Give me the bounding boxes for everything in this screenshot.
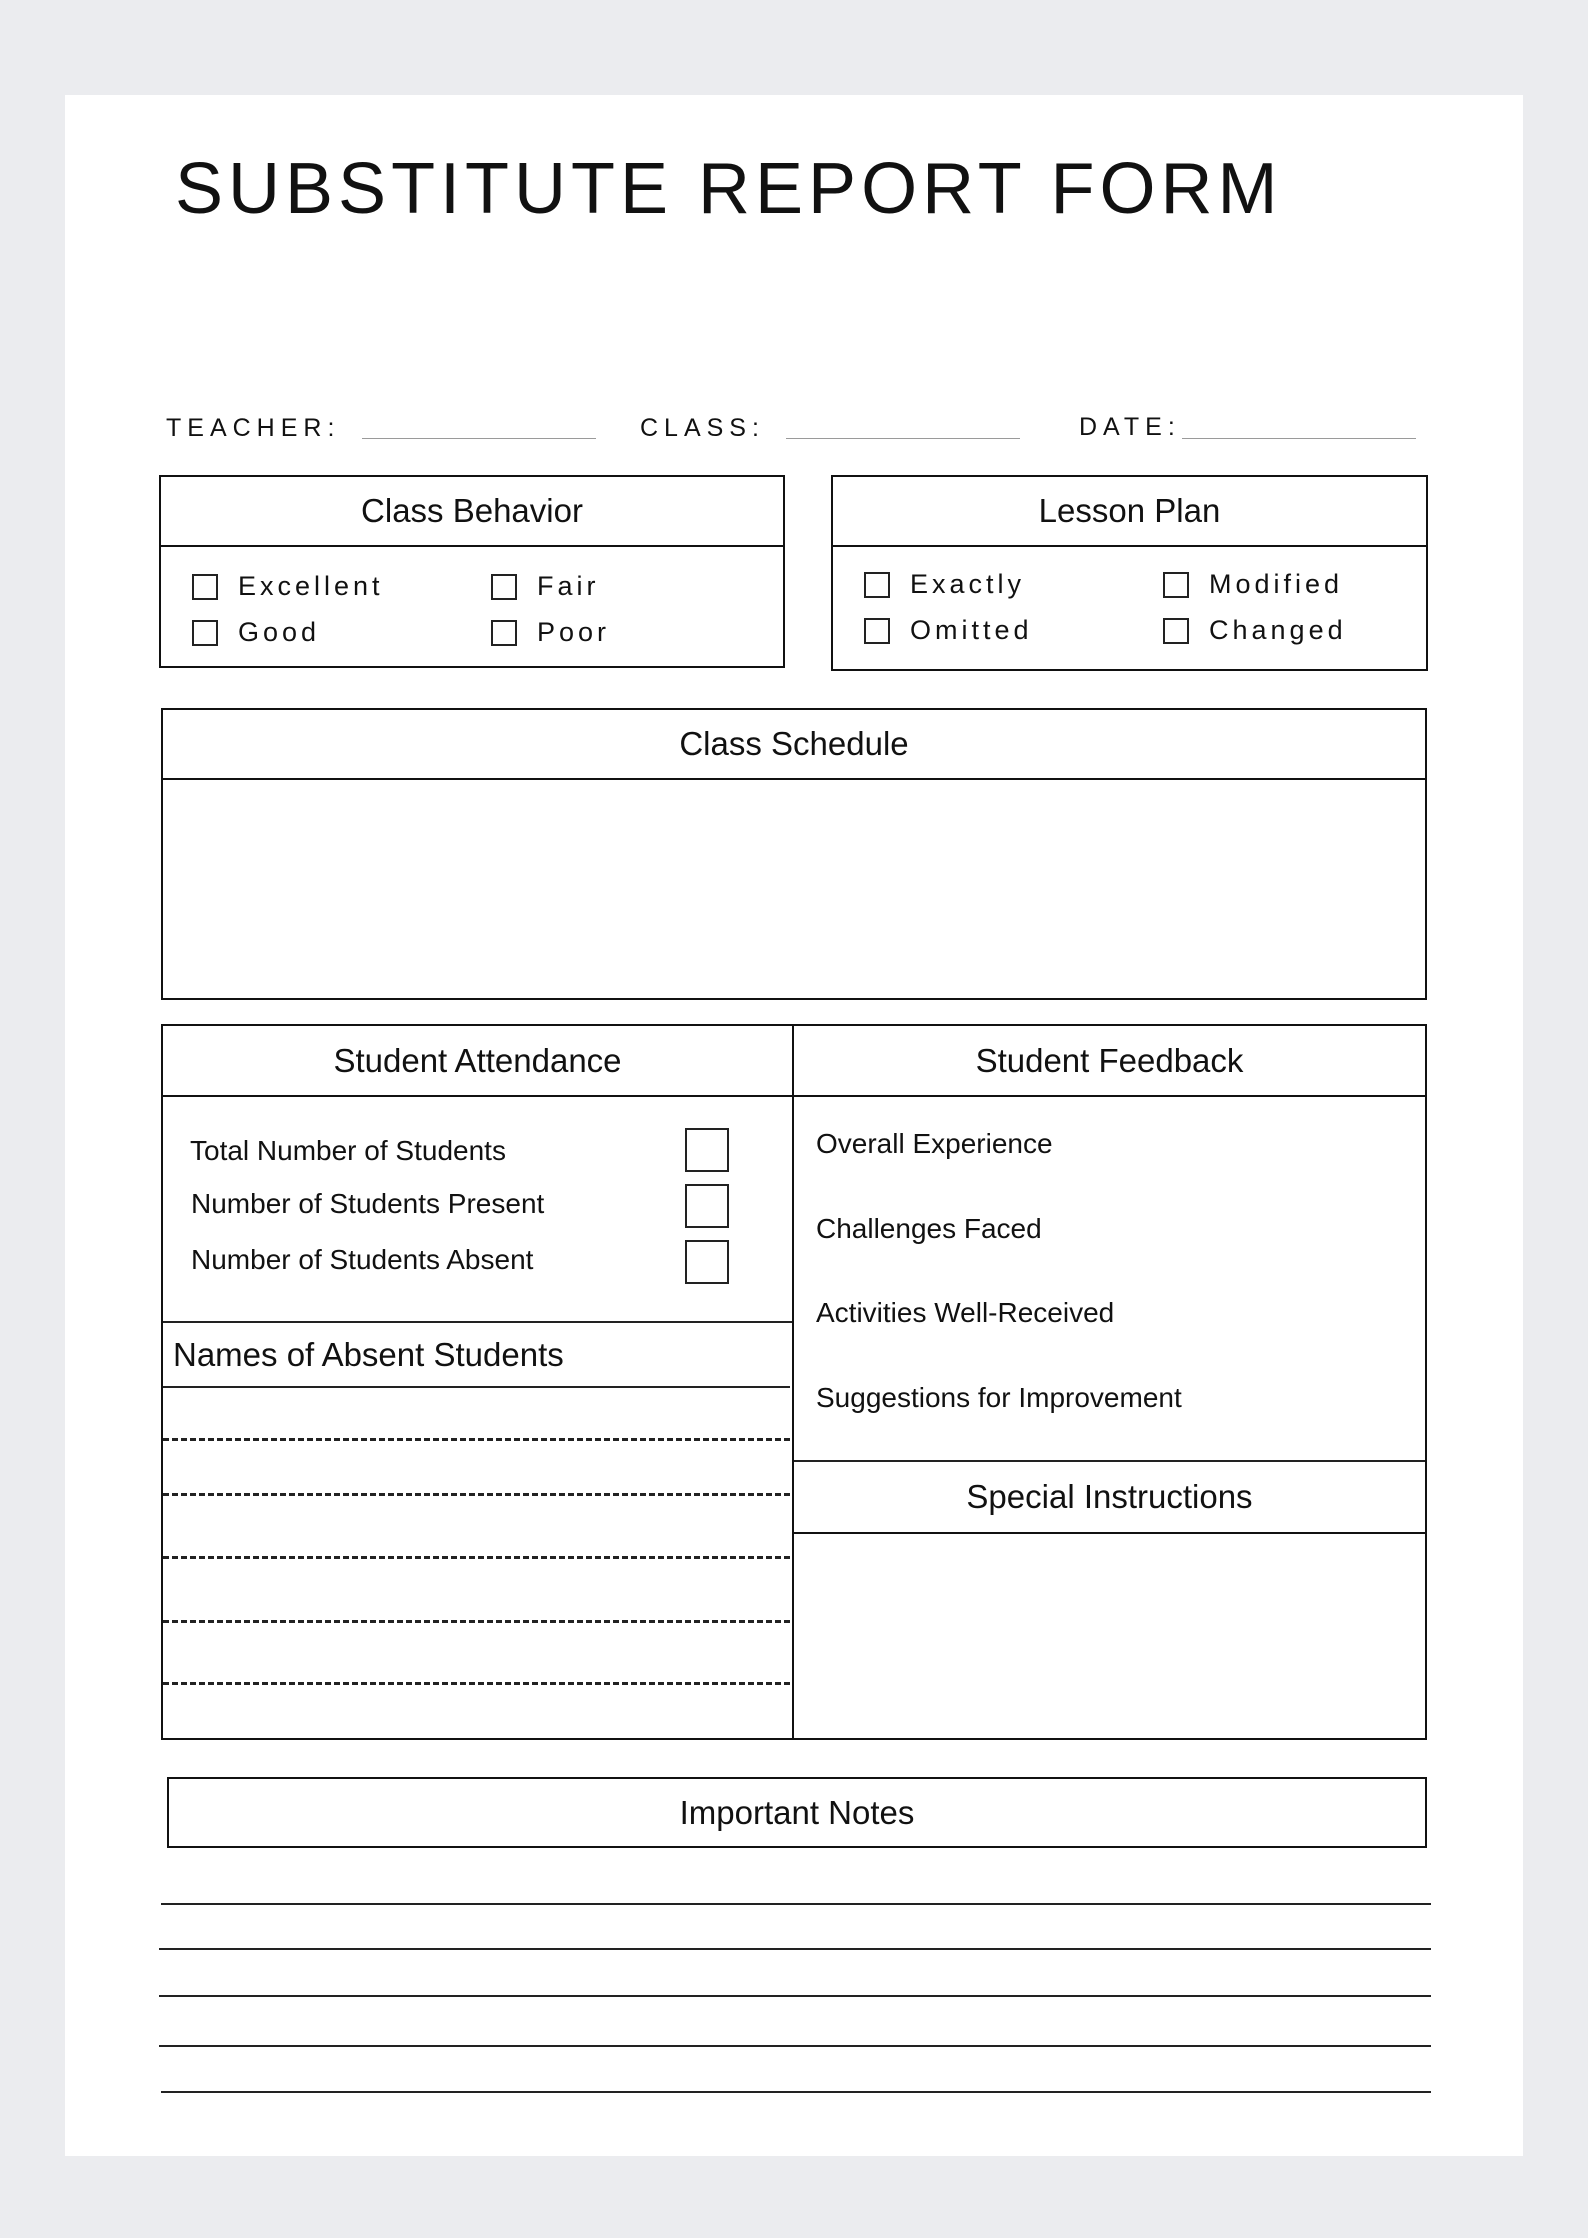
present-students-input[interactable]	[685, 1184, 729, 1228]
class-label: CLASS:	[640, 414, 765, 442]
checkbox[interactable]	[864, 572, 890, 598]
notes-line[interactable]	[159, 1948, 1431, 1950]
lesson-option-modified[interactable]: Modified	[1163, 569, 1343, 600]
class-behavior-heading: Class Behavior	[161, 477, 783, 547]
notes-line[interactable]	[159, 2045, 1431, 2047]
absent-name-line[interactable]	[163, 1493, 790, 1496]
feedback-overall-experience: Overall Experience	[816, 1128, 1053, 1159]
class-schedule-box	[161, 708, 1427, 1000]
total-students-input[interactable]	[685, 1128, 729, 1172]
date-label: DATE:	[1079, 413, 1181, 441]
class-schedule-area[interactable]	[163, 780, 1425, 998]
checkbox[interactable]	[192, 574, 218, 600]
feedback-activities-well-received: Activities Well-Received	[816, 1297, 1115, 1328]
absent-names-heading: Names of Absent Students	[173, 1336, 564, 1373]
absent-students-input[interactable]	[685, 1240, 729, 1284]
absent-name-line[interactable]	[163, 1682, 790, 1685]
notes-line[interactable]	[161, 1903, 1431, 1905]
teacher-label: TEACHER:	[166, 414, 341, 442]
present-students-label: Number of Students Present	[191, 1188, 545, 1219]
behavior-option-poor[interactable]: Poor	[491, 617, 610, 648]
absent-name-line[interactable]	[163, 1620, 790, 1623]
lesson-option-exactly[interactable]: Exactly	[864, 569, 1025, 600]
behavior-option-excellent[interactable]: Excellent	[192, 571, 384, 602]
notes-line[interactable]	[161, 2091, 1431, 2093]
class-behavior-box	[159, 475, 785, 668]
checkbox[interactable]	[1163, 572, 1189, 598]
notes-line[interactable]	[159, 1995, 1431, 1997]
feedback-suggestions: Suggestions for Improvement	[816, 1382, 1182, 1413]
special-instructions-area[interactable]	[794, 1534, 1425, 1738]
total-students-label: Total Number of Students	[190, 1135, 506, 1166]
student-attendance-heading: Student Attendance	[163, 1026, 792, 1097]
special-instructions-heading: Special Instructions	[794, 1462, 1425, 1534]
date-field[interactable]	[1182, 438, 1416, 439]
important-notes-header	[167, 1777, 1427, 1848]
checkbox[interactable]	[1163, 618, 1189, 644]
important-notes-heading: Important Notes	[679, 1793, 915, 1831]
class-schedule-heading: Class Schedule	[163, 710, 1425, 780]
divider	[163, 1321, 792, 1323]
checkbox[interactable]	[491, 574, 517, 600]
absent-students-label: Number of Students Absent	[191, 1244, 534, 1275]
lesson-option-changed[interactable]: Changed	[1163, 615, 1347, 646]
checkbox[interactable]	[864, 618, 890, 644]
absent-name-line[interactable]	[163, 1438, 790, 1441]
checkbox[interactable]	[491, 620, 517, 646]
lesson-plan-box	[831, 475, 1428, 671]
absent-name-line[interactable]	[163, 1556, 790, 1559]
checkbox[interactable]	[192, 620, 218, 646]
divider	[163, 1386, 790, 1388]
attendance-feedback-box	[161, 1024, 1427, 1740]
lesson-plan-heading: Lesson Plan	[833, 477, 1426, 547]
student-feedback-heading: Student Feedback	[794, 1026, 1425, 1097]
teacher-field[interactable]	[362, 438, 596, 439]
class-field[interactable]	[786, 438, 1020, 439]
lesson-option-omitted[interactable]: Omitted	[864, 615, 1033, 646]
behavior-option-good[interactable]: Good	[192, 617, 320, 648]
behavior-option-fair[interactable]: Fair	[491, 571, 600, 602]
page-title: SUBSTITUTE REPORT FORM	[175, 149, 1283, 229]
feedback-challenges-faced: Challenges Faced	[816, 1213, 1042, 1244]
